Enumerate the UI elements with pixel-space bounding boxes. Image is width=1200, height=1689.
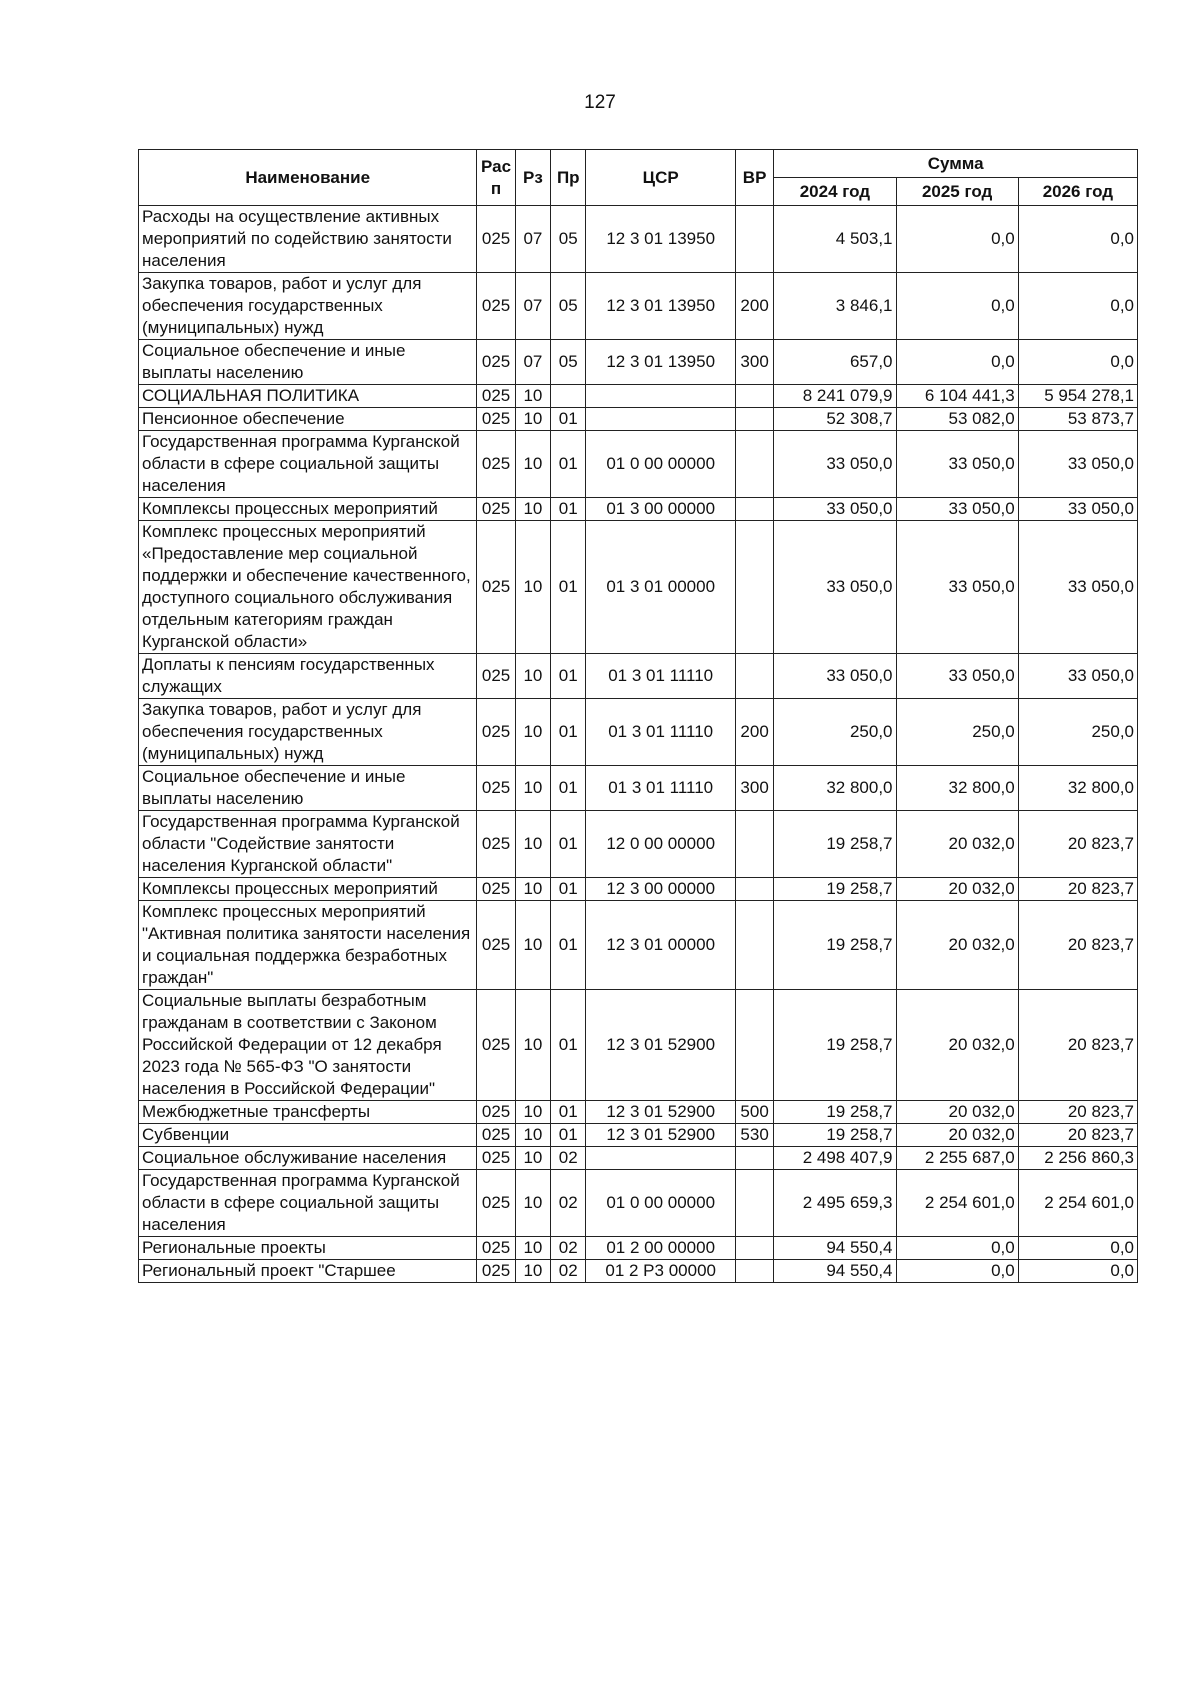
row-rz: 07 [515,340,550,385]
row-sum-2024: 52 308,7 [774,408,896,431]
row-sum-2026: 250,0 [1018,699,1137,766]
row-name: Закупка товаров, работ и услуг для обеспечения государственных (муниципальных) нужд [139,699,477,766]
row-name: Комплексы процессных мероприятий [139,878,477,901]
row-name: Государственная программа Курганской области "Содействие занятости населения Курганской области" [139,811,477,878]
table-row [139,766,1138,811]
row-sum-2024: 19 258,7 [774,1101,896,1124]
row-vr [735,206,773,273]
row-csr: 12 3 01 52900 [586,990,735,1101]
row-sum-2026: 20 823,7 [1018,990,1137,1101]
row-ras: 025 [477,1260,515,1283]
row-csr: 01 3 01 00000 [586,521,735,654]
row-sum-2025: 53 082,0 [896,408,1018,431]
row-sum-2024: 19 258,7 [774,990,896,1101]
budget-table [138,149,1138,1283]
row-name: Государственная программа Курганской области в сфере социальной защиты населения [139,1170,477,1237]
row-ras: 025 [477,408,515,431]
row-ras: 025 [477,273,515,340]
row-vr [735,990,773,1101]
row-sum-2024: 4 503,1 [774,206,896,273]
row-sum-2026: 0,0 [1018,340,1137,385]
table-header [139,150,1138,206]
row-vr [735,1260,773,1283]
row-sum-2026: 33 050,0 [1018,498,1137,521]
row-vr [735,811,773,878]
row-pr: 02 [551,1237,586,1260]
row-vr: 200 [735,699,773,766]
table-row [139,385,1138,408]
row-ras: 025 [477,498,515,521]
row-pr: 01 [551,654,586,699]
table-row [139,901,1138,990]
row-sum-2025: 20 032,0 [896,901,1018,990]
row-csr: 01 3 01 11110 [586,654,735,699]
row-pr: 01 [551,811,586,878]
row-sum-2025: 20 032,0 [896,811,1018,878]
row-sum-2025: 250,0 [896,699,1018,766]
row-name: Государственная программа Курганской области в сфере социальной защиты населения [139,431,477,498]
table-row [139,498,1138,521]
table-row [139,1101,1138,1124]
row-sum-2024: 19 258,7 [774,878,896,901]
row-rz: 10 [515,1260,550,1283]
row-rz: 10 [515,521,550,654]
row-pr: 01 [551,766,586,811]
header-name: Наименование [139,150,477,206]
row-sum-2025: 2 255 687,0 [896,1147,1018,1170]
table-row [139,990,1138,1101]
row-pr: 05 [551,340,586,385]
row-name: СОЦИАЛЬНАЯ ПОЛИТИКА [139,385,477,408]
row-rz: 10 [515,1170,550,1237]
row-sum-2026: 20 823,7 [1018,811,1137,878]
row-rz: 07 [515,273,550,340]
row-sum-2024: 657,0 [774,340,896,385]
row-sum-2024: 19 258,7 [774,1124,896,1147]
row-sum-2024: 19 258,7 [774,901,896,990]
row-rz: 10 [515,1237,550,1260]
row-rz: 10 [515,385,550,408]
row-pr: 01 [551,901,586,990]
row-csr: 01 0 00 00000 [586,1170,735,1237]
row-pr: 01 [551,498,586,521]
table-row [139,1170,1138,1237]
row-sum-2026: 53 873,7 [1018,408,1137,431]
row-sum-2025: 33 050,0 [896,654,1018,699]
row-sum-2024: 250,0 [774,699,896,766]
row-csr: 12 3 01 00000 [586,901,735,990]
row-csr [586,408,735,431]
row-ras: 025 [477,1237,515,1260]
row-sum-2026: 0,0 [1018,273,1137,340]
row-name: Пенсионное обеспечение [139,408,477,431]
header-ras: Рас п [477,150,515,206]
row-rz: 10 [515,1147,550,1170]
table-row [139,811,1138,878]
row-ras: 025 [477,431,515,498]
row-rz: 10 [515,498,550,521]
row-sum-2026: 5 954 278,1 [1018,385,1137,408]
row-sum-2026: 0,0 [1018,1260,1137,1283]
row-sum-2026: 32 800,0 [1018,766,1137,811]
row-pr [551,385,586,408]
row-vr [735,385,773,408]
row-sum-2024: 33 050,0 [774,431,896,498]
header-pr: Пр [551,150,586,206]
page-number: 127 [584,92,616,113]
row-sum-2025: 33 050,0 [896,498,1018,521]
row-csr [586,1147,735,1170]
row-sum-2024: 32 800,0 [774,766,896,811]
row-csr: 01 2 Р3 00000 [586,1260,735,1283]
row-sum-2025: 20 032,0 [896,1101,1018,1124]
row-pr: 05 [551,206,586,273]
row-name: Комплекс процессных мероприятий «Предоставление мер социальной поддержки и обеспечение качественного, доступного социального обслуживания отдельным категориям граждан Курганской области» [139,521,477,654]
row-vr [735,521,773,654]
row-pr: 01 [551,431,586,498]
row-sum-2026: 20 823,7 [1018,878,1137,901]
row-sum-2024: 2 495 659,3 [774,1170,896,1237]
row-sum-2026: 2 256 860,3 [1018,1147,1137,1170]
row-pr: 01 [551,521,586,654]
row-name: Социальное обеспечение и иные выплаты населению [139,340,477,385]
row-rz: 10 [515,811,550,878]
row-pr: 01 [551,990,586,1101]
row-csr: 01 3 01 11110 [586,766,735,811]
row-csr: 12 3 01 52900 [586,1101,735,1124]
row-vr: 200 [735,273,773,340]
row-ras: 025 [477,1101,515,1124]
row-sum-2026: 33 050,0 [1018,654,1137,699]
header-vr: ВР [735,150,773,206]
row-name: Расходы на осуществление активных мероприятий по содействию занятости населения [139,206,477,273]
row-sum-2024: 3 846,1 [774,273,896,340]
row-rz: 10 [515,1124,550,1147]
row-ras: 025 [477,1124,515,1147]
row-rz: 10 [515,699,550,766]
row-csr: 01 3 00 00000 [586,498,735,521]
row-sum-2025: 20 032,0 [896,990,1018,1101]
row-sum-2025: 0,0 [896,1237,1018,1260]
header-2025: 2025 год [896,178,1018,206]
row-vr [735,1170,773,1237]
row-ras: 025 [477,521,515,654]
row-sum-2025: 2 254 601,0 [896,1170,1018,1237]
table-row [139,273,1138,340]
row-ras: 025 [477,811,515,878]
row-csr: 12 3 00 00000 [586,878,735,901]
row-rz: 10 [515,766,550,811]
row-sum-2025: 0,0 [896,1260,1018,1283]
row-sum-2024: 33 050,0 [774,654,896,699]
row-ras: 025 [477,654,515,699]
table-row [139,654,1138,699]
row-vr [735,408,773,431]
row-csr: 12 3 01 13950 [586,206,735,273]
row-vr [735,1147,773,1170]
row-ras: 025 [477,766,515,811]
row-sum-2024: 2 498 407,9 [774,1147,896,1170]
row-sum-2025: 6 104 441,3 [896,385,1018,408]
row-ras: 025 [477,699,515,766]
row-name: Комплексы процессных мероприятий [139,498,477,521]
row-sum-2026: 2 254 601,0 [1018,1170,1137,1237]
table-row [139,1260,1138,1283]
row-csr: 12 3 01 13950 [586,273,735,340]
row-pr: 02 [551,1260,586,1283]
row-ras: 025 [477,901,515,990]
row-vr [735,431,773,498]
row-sum-2025: 0,0 [896,206,1018,273]
row-ras: 025 [477,340,515,385]
row-ras: 025 [477,990,515,1101]
row-sum-2026: 20 823,7 [1018,901,1137,990]
row-rz: 07 [515,206,550,273]
row-pr: 05 [551,273,586,340]
row-vr: 300 [735,766,773,811]
table-body [139,206,1138,1283]
row-name: Межбюджетные трансферты [139,1101,477,1124]
row-vr [735,654,773,699]
row-sum-2025: 33 050,0 [896,521,1018,654]
row-name: Региональный проект "Старшее [139,1260,477,1283]
row-sum-2026: 33 050,0 [1018,431,1137,498]
row-sum-2026: 0,0 [1018,1237,1137,1260]
row-csr: 12 3 01 13950 [586,340,735,385]
row-vr: 300 [735,340,773,385]
table-row [139,206,1138,273]
row-name: Закупка товаров, работ и услуг для обеспечения государственных (муниципальных) нужд [139,273,477,340]
table-row [139,699,1138,766]
row-sum-2026: 20 823,7 [1018,1124,1137,1147]
row-pr: 01 [551,699,586,766]
table-row [139,1124,1138,1147]
row-vr [735,878,773,901]
row-csr: 01 3 01 11110 [586,699,735,766]
row-rz: 10 [515,1101,550,1124]
row-sum-2024: 19 258,7 [774,811,896,878]
row-ras: 025 [477,1170,515,1237]
row-sum-2024: 33 050,0 [774,498,896,521]
row-csr: 12 3 01 52900 [586,1124,735,1147]
header-csr: ЦСР [586,150,735,206]
row-pr: 01 [551,408,586,431]
row-vr [735,498,773,521]
row-rz: 10 [515,878,550,901]
row-name: Социальное обслуживание населения [139,1147,477,1170]
table-row [139,431,1138,498]
row-sum-2026: 20 823,7 [1018,1101,1137,1124]
row-name: Социальное обеспечение и иные выплаты населению [139,766,477,811]
row-pr: 02 [551,1147,586,1170]
row-name: Региональные проекты [139,1237,477,1260]
row-sum-2024: 33 050,0 [774,521,896,654]
header-2026: 2026 год [1018,178,1137,206]
row-name: Субвенции [139,1124,477,1147]
row-pr: 01 [551,1101,586,1124]
header-rz: Рз [515,150,550,206]
row-name: Социальные выплаты безработным гражданам в соответствии с Законом Российской Федерации от 12 декабря 2023 года № 565-ФЗ "О занятости населения в Российской Федерации" [139,990,477,1101]
table-row [139,878,1138,901]
row-csr: 01 2 00 00000 [586,1237,735,1260]
header-2024: 2024 год [774,178,896,206]
row-sum-2024: 94 550,4 [774,1237,896,1260]
row-ras: 025 [477,385,515,408]
row-ras: 025 [477,206,515,273]
row-rz: 10 [515,408,550,431]
table-row [139,521,1138,654]
row-name: Комплекс процессных мероприятий "Активная политика занятости населения и социальная поддержка безработных граждан" [139,901,477,990]
row-name: Доплаты к пенсиям государственных служащих [139,654,477,699]
row-rz: 10 [515,901,550,990]
row-rz: 10 [515,654,550,699]
row-sum-2025: 33 050,0 [896,431,1018,498]
row-sum-2025: 0,0 [896,340,1018,385]
row-csr [586,385,735,408]
row-sum-2025: 20 032,0 [896,878,1018,901]
row-sum-2025: 20 032,0 [896,1124,1018,1147]
table-row [139,408,1138,431]
row-vr: 500 [735,1101,773,1124]
row-vr: 530 [735,1124,773,1147]
row-pr: 02 [551,1170,586,1237]
header-sum: Сумма [774,150,1138,178]
row-csr: 01 0 00 00000 [586,431,735,498]
row-pr: 01 [551,878,586,901]
row-sum-2025: 0,0 [896,273,1018,340]
row-vr [735,901,773,990]
row-csr: 12 0 00 00000 [586,811,735,878]
table-row [139,340,1138,385]
row-rz: 10 [515,431,550,498]
row-vr [735,1237,773,1260]
table-row [139,1237,1138,1260]
row-sum-2025: 32 800,0 [896,766,1018,811]
row-ras: 025 [477,1147,515,1170]
row-sum-2026: 0,0 [1018,206,1137,273]
row-ras: 025 [477,878,515,901]
row-sum-2024: 8 241 079,9 [774,385,896,408]
row-sum-2024: 94 550,4 [774,1260,896,1283]
table-row [139,1147,1138,1170]
row-pr: 01 [551,1124,586,1147]
row-rz: 10 [515,990,550,1101]
row-sum-2026: 33 050,0 [1018,521,1137,654]
